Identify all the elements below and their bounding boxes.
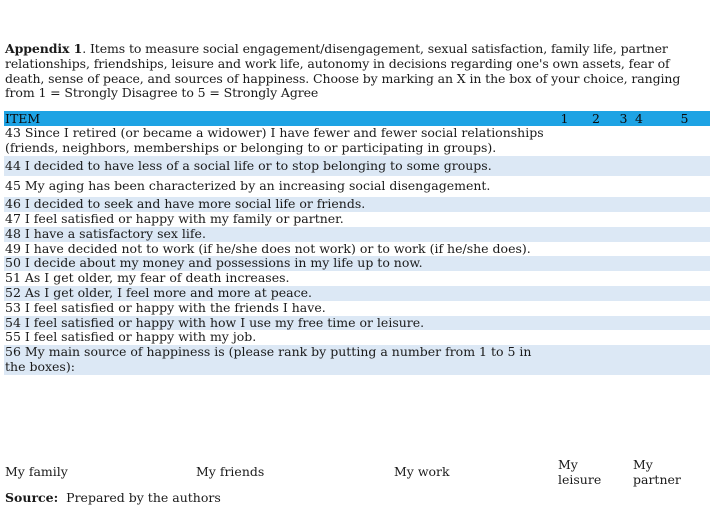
source-text: Prepared by the authors	[66, 490, 221, 505]
answer-box-4[interactable]	[634, 286, 658, 301]
item-text: 47 I feel satisfied or happy with my family or partner.	[5, 210, 344, 226]
answer-box-3[interactable]	[612, 212, 634, 227]
answer-box-3[interactable]	[612, 316, 634, 331]
item-text: 55 I feel satisfied or happy with my job.	[5, 329, 257, 345]
answer-box-5[interactable]	[658, 242, 710, 257]
answer-box-3[interactable]	[612, 330, 634, 345]
answer-box-2[interactable]	[579, 286, 612, 301]
answer-box-2[interactable]	[579, 197, 612, 212]
item-text: 43 Since I retired (or became a widower) I have fewer and fewer social relationships (friends, neighbors, memberships or belonging to or participating in groups).	[5, 125, 544, 155]
answer-box-3[interactable]	[612, 242, 634, 257]
answer-box-3[interactable]	[612, 227, 634, 242]
item-text: 51 As I get older, my fear of death increases.	[5, 270, 290, 286]
table-row	[4, 227, 710, 242]
table-row	[4, 301, 710, 316]
answer-box-2[interactable]	[579, 330, 612, 345]
answer-box-4[interactable]	[634, 176, 658, 197]
answer-box-1[interactable]	[549, 242, 579, 257]
answer-box-4[interactable]	[634, 271, 658, 286]
answer-box-3[interactable]	[612, 286, 634, 301]
source-label: Source:	[5, 490, 59, 505]
item-text: 52 As I get older, I feel more and more at peace.	[4, 286, 549, 301]
answer-box-5[interactable]	[658, 316, 710, 331]
item-text: 54 I feel satisfied or happy with how I use my free time or leisure.	[4, 316, 549, 331]
header-3: 3	[612, 111, 634, 126]
answer-box-5[interactable]	[658, 176, 710, 197]
answer-box-1[interactable]	[549, 316, 579, 331]
answer-box-5[interactable]	[658, 227, 710, 242]
appendix-caption	[5, 42, 705, 101]
option-work: My work	[394, 464, 450, 479]
answer-box-4[interactable]	[634, 256, 658, 271]
answer-box-1[interactable]	[549, 330, 579, 345]
answer-box-4[interactable]	[634, 242, 658, 257]
answer-box-4[interactable]	[634, 316, 658, 331]
header-2: 2	[579, 111, 612, 126]
answer-box-1[interactable]	[549, 301, 579, 316]
header-4: 4	[634, 111, 658, 126]
item-text: 48 I have a satisfactory sex life.	[4, 227, 549, 242]
answer-box-2[interactable]	[579, 126, 612, 156]
answer-box-3[interactable]	[612, 126, 634, 156]
item-text: 46 I decided to seek and have more social life or friends.	[4, 197, 549, 212]
answer-box-1[interactable]	[549, 176, 579, 197]
answer-box-5[interactable]	[658, 301, 710, 316]
answer-box-5[interactable]	[658, 197, 710, 212]
answer-box-5[interactable]	[658, 330, 710, 345]
answer-box-2[interactable]	[579, 176, 612, 197]
answer-box-5[interactable]	[658, 345, 710, 375]
answer-box-4[interactable]	[634, 197, 658, 212]
answer-box-3[interactable]	[612, 197, 634, 212]
option-family: My family	[5, 464, 68, 479]
answer-box-2[interactable]	[579, 227, 612, 242]
answer-box-3[interactable]	[612, 271, 634, 286]
answer-box-1[interactable]	[549, 126, 579, 156]
table-row	[4, 330, 710, 345]
source-note	[5, 490, 221, 505]
header-1: 1	[549, 111, 579, 126]
appendix-caption-text: . Items to measure social engagement/disengagement, sexual satisfaction, family life, partner relationships, friendships, leisure and work life, autonomy in decisions regarding one's own assets, fear of death, sense of peace, and sources of happiness. Choose by marking an X in the box of your choice, ranging from 1 = Strongly Disagree to 5 = Strongly Agree	[5, 41, 681, 101]
answer-box-1[interactable]	[549, 256, 579, 271]
answer-box-4[interactable]	[634, 227, 658, 242]
answer-box-2[interactable]	[579, 212, 612, 227]
answer-box-4[interactable]	[634, 330, 658, 345]
answer-box-1[interactable]	[549, 286, 579, 301]
table-row	[4, 286, 710, 301]
answer-box-1[interactable]	[549, 156, 579, 177]
appendix-label: Appendix 1	[5, 41, 83, 56]
answer-box-2[interactable]	[579, 301, 612, 316]
answer-box-3[interactable]	[612, 345, 634, 375]
item-text: 45 My aging has been characterized by an increasing social disengagement.	[5, 178, 491, 194]
answer-box-1[interactable]	[549, 345, 579, 375]
table-row	[4, 271, 710, 286]
answer-box-2[interactable]	[579, 256, 612, 271]
answer-box-2[interactable]	[579, 242, 612, 257]
table-row	[4, 176, 710, 197]
answer-box-2[interactable]	[579, 345, 612, 375]
answer-box-5[interactable]	[658, 271, 710, 286]
table-row	[4, 256, 710, 271]
answer-box-4[interactable]	[634, 156, 658, 177]
answer-box-1[interactable]	[549, 197, 579, 212]
answer-box-3[interactable]	[612, 256, 634, 271]
item-text: 50 I decide about my money and possessions in my life up to now.	[4, 256, 549, 271]
answer-box-3[interactable]	[612, 301, 634, 316]
item-text: 53 I feel satisfied or happy with the friends I have.	[5, 299, 326, 315]
header-item: ITEM	[4, 111, 549, 126]
table-row	[4, 345, 710, 375]
option-partner: My partner	[633, 457, 681, 487]
answer-box-5[interactable]	[658, 212, 710, 227]
table-row	[4, 242, 710, 257]
option-friends: My friends	[196, 464, 265, 479]
table-row	[4, 156, 710, 177]
answer-box-2[interactable]	[579, 156, 612, 177]
table-row	[4, 316, 710, 331]
answer-box-4[interactable]	[634, 345, 658, 375]
answer-box-3[interactable]	[612, 156, 634, 177]
item-text: 56 My main source of happiness is (please rank by putting a number from 1 to 5 in the boxes):	[4, 345, 549, 375]
table-row	[4, 212, 710, 227]
answer-box-4[interactable]	[634, 126, 658, 156]
answer-box-5[interactable]	[658, 286, 710, 301]
table-header-row	[4, 111, 710, 126]
answer-box-1[interactable]	[549, 212, 579, 227]
table-row	[4, 197, 710, 212]
header-5: 5	[658, 111, 710, 126]
table-row	[4, 126, 710, 156]
answer-box-1[interactable]	[549, 271, 579, 286]
item-text: 44 I decided to have less of a social life or to stop belonging to some groups.	[4, 156, 549, 177]
answer-box-2[interactable]	[579, 316, 612, 331]
answer-box-4[interactable]	[634, 301, 658, 316]
items-table	[4, 111, 710, 375]
answer-box-1[interactable]	[549, 227, 579, 242]
answer-box-4[interactable]	[634, 212, 658, 227]
answer-box-3[interactable]	[612, 176, 634, 197]
answer-box-2[interactable]	[579, 271, 612, 286]
answer-box-5[interactable]	[658, 126, 710, 156]
item-text: 49 I have decided not to work (if he/she does not work) or to work (if he/she does).	[5, 240, 531, 256]
answer-box-5[interactable]	[658, 256, 710, 271]
option-leisure: My leisure	[558, 457, 602, 487]
answer-box-5[interactable]	[658, 156, 710, 177]
